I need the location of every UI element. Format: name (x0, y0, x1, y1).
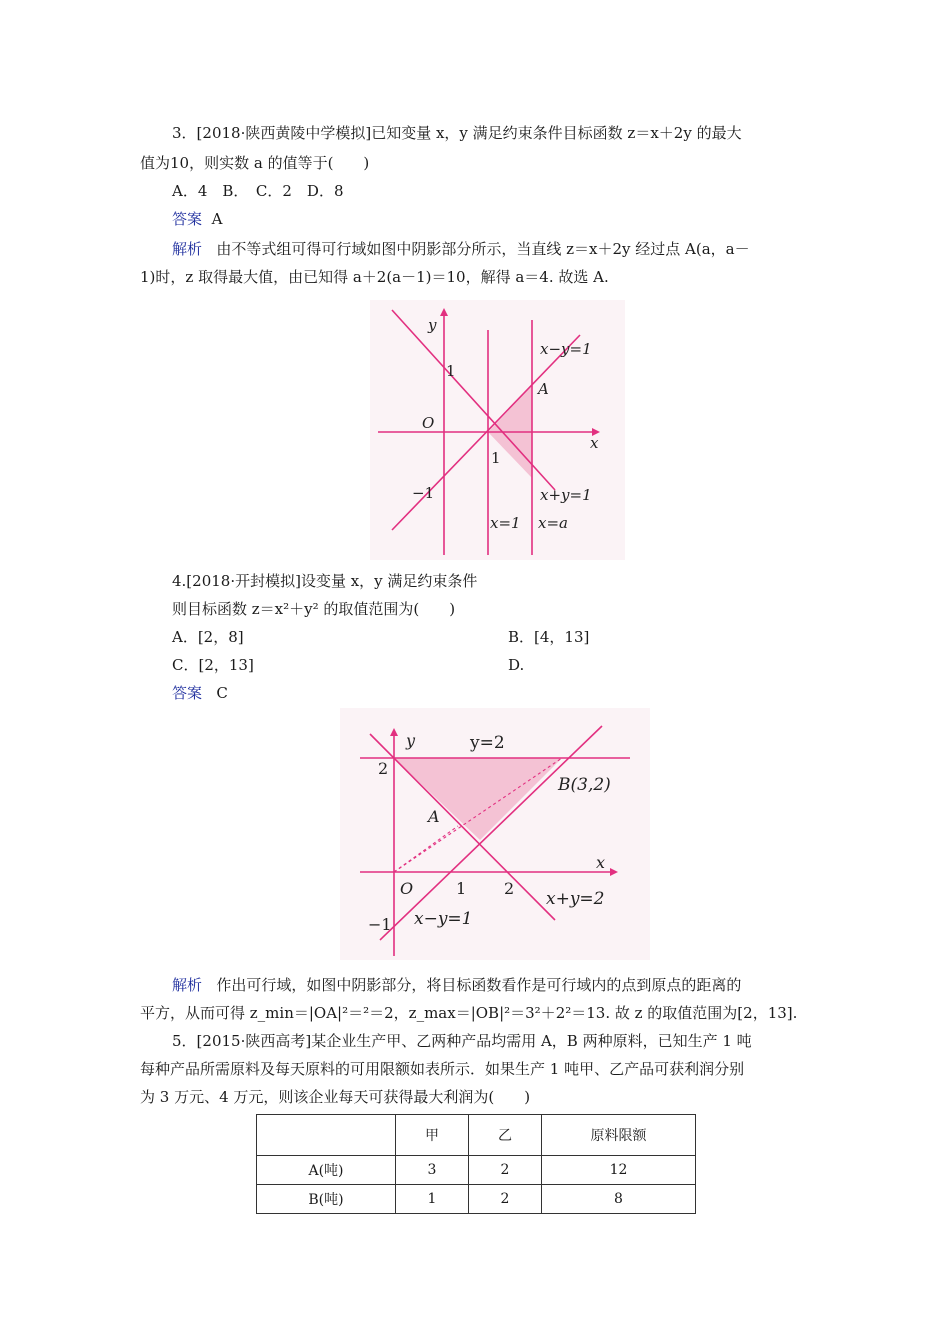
label-x-minus-y-1: x−y=1 (414, 909, 473, 929)
table-row (257, 1156, 696, 1185)
origin-label: O (422, 414, 435, 432)
table-cell: 2 (469, 1156, 542, 1185)
tick-y2: 2 (378, 759, 389, 778)
q5-line3: 为 3 万元、4 万元，则该企业每天可获得最大利润为( ) (140, 1088, 531, 1106)
q3-analysis1 (172, 238, 750, 260)
analysis-text: 由不等式组可得可行域如图中阴影部分所示，当直线 z＝x＋2y 经过点 A(a，a－ (216, 240, 750, 258)
q3-options: A．4 B． C．2 D．8 (172, 182, 344, 200)
table-cell: 1 (396, 1185, 469, 1214)
q4-analysis1 (172, 974, 741, 996)
q4-optD: D. (508, 656, 525, 674)
label-x-1: x=1 (490, 514, 521, 532)
label-x-a: x=a (538, 514, 568, 532)
point-A-label: A (538, 380, 549, 398)
label-x-plus-y-2: x+y=2 (546, 889, 605, 909)
table-cell: 3 (396, 1156, 469, 1185)
x-axis-label: x (596, 853, 606, 872)
label-y-2: y=2 (470, 733, 505, 753)
q4-analysis2: 平方，从而可得 z_min＝|OA|²＝²＝2，z_max＝|OB|²＝3²＋2²＝13. 故 z 的取值范围为[2，13]. (140, 1004, 798, 1022)
analysis-label: 解析 (172, 240, 203, 258)
table-header-cell (257, 1115, 396, 1156)
q4-line1: 4.[2018·开封模拟]设变量 x，y 满足约束条件 (172, 572, 478, 590)
table-header-cell: 甲 (396, 1115, 469, 1156)
table-cell: A(吨) (257, 1156, 396, 1185)
answer-label: 答案 (172, 210, 203, 228)
table-cell: 12 (542, 1156, 696, 1185)
tick-y1: 1 (446, 362, 456, 380)
analysis-label: 解析 (172, 976, 203, 994)
table-row (257, 1185, 696, 1214)
answer-label: 答案 (172, 684, 203, 702)
label-x-plus-y: x+y=1 (540, 486, 592, 504)
q3-line1: 3．[2018·陕西黄陵中学模拟]已知变量 x，y 满足约束条件目标函数 z＝x＋2y 的最大 (172, 124, 742, 142)
tick-x1: 1 (491, 449, 501, 467)
tick-x2: 2 (504, 879, 515, 898)
answer-value: A (211, 210, 223, 228)
q3-answer (172, 208, 222, 230)
origin-label: O (400, 879, 414, 898)
q4-figure (340, 708, 650, 960)
label-x-minus-y: x−y=1 (540, 340, 592, 358)
table-cell: 8 (542, 1185, 696, 1214)
q4-optA: A．[2，8] (172, 628, 244, 646)
table-header-cell: 乙 (469, 1115, 542, 1156)
q4-optB: B．[4，13] (508, 628, 590, 646)
materials-table (256, 1114, 696, 1214)
y-axis-label: y (406, 731, 416, 750)
table-header-cell: 原料限额 (542, 1115, 696, 1156)
q3-analysis2: 1)时，z 取得最大值，由已知得 a＋2(a－1)＝10，解得 a＝4. 故选 A. (140, 268, 609, 286)
q4-answer (172, 682, 228, 704)
table-header-row (257, 1115, 696, 1156)
tick-y-minus1: −1 (412, 484, 435, 502)
q4-optC: C．[2，13] (172, 656, 254, 674)
y-axis-label: y (428, 316, 437, 334)
table-cell: 2 (469, 1185, 542, 1214)
tick-y-minus1: −1 (368, 915, 392, 934)
x-axis-label: x (590, 434, 599, 452)
point-A-label: A (428, 807, 440, 826)
point-B-label: B(3,2) (558, 775, 611, 795)
q5-line2: 每种产品所需原料及每天原料的可用限额如表所示．如果生产 1 吨甲、乙产品可获利润分别 (140, 1060, 745, 1078)
q5-line1: 5．[2015·陕西高考]某企业生产甲、乙两种产品均需用 A，B 两种原料，已知生产 1 吨 (172, 1032, 752, 1050)
analysis-text: 作出可行域，如图中阴影部分，将目标函数看作是可行域内的点到原点的距离的 (216, 976, 742, 994)
answer-value: C (216, 684, 228, 702)
q4-line2: 则目标函数 z＝x²＋y² 的取值范围为( ) (172, 600, 456, 618)
tick-x1: 1 (456, 879, 467, 898)
q3-line2: 值为10，则实数 a 的值等于( ) (140, 154, 370, 172)
q3-figure (370, 300, 625, 560)
table-cell: B(吨) (257, 1185, 396, 1214)
